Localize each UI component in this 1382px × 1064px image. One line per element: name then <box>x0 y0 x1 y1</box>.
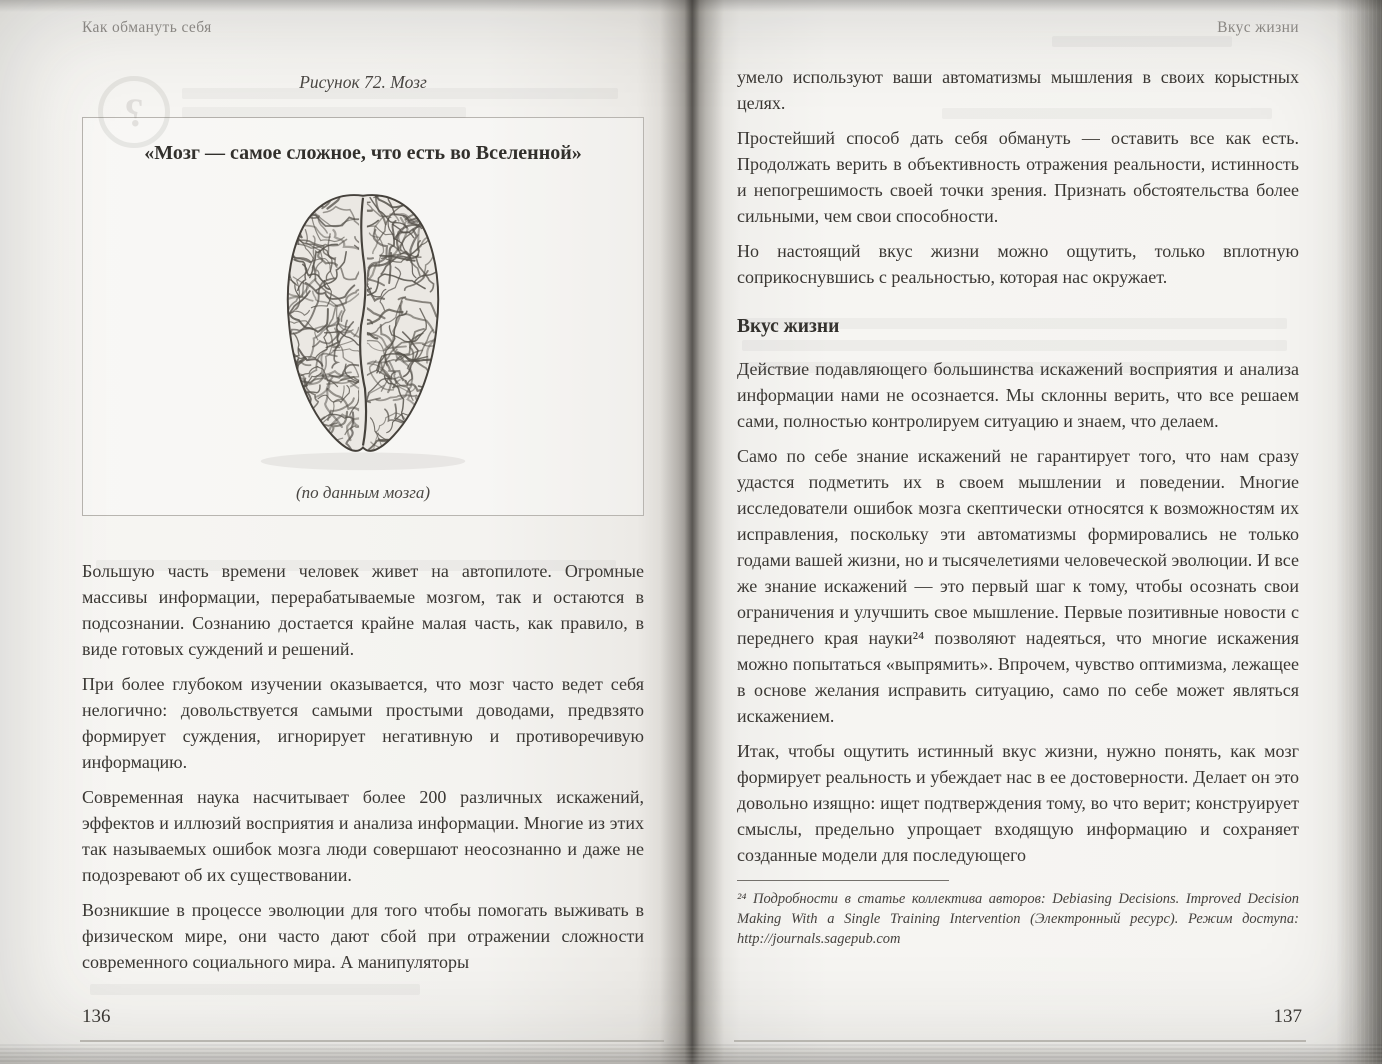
page-number-right: 137 <box>1273 1006 1302 1027</box>
paragraph: Действие подавляющего большинства искажений восприятия и анализа информации нами не осознается. Мы склонны верить, что все решаем сами, полностью контролируем ситуацию и знаем, что делаем. <box>737 359 1299 431</box>
paragraph: Итак, чтобы ощутить истинный вкус жизни, нужно понять, как мозг формирует реальность и убеждает нас в ее достоверности. Делает он это довольно изящно: ищет подтверждения тому, во что верит; конструирует смыслы, предельно упрощает входящую информацию и сохраняет созданные модели для последующего <box>737 741 1299 865</box>
left-page-content <box>82 18 644 984</box>
paragraph: При более глубоком изучении оказывается, что мозг часто ведет себя нелогично: довольствуется самыми простыми доводами, предвзято формирует суждения, игнорирует негативную и противоречивую информацию. <box>82 674 644 772</box>
right-page <box>692 0 1382 1064</box>
brain-illustration <box>240 182 486 477</box>
page-number-left: 136 <box>82 1006 111 1027</box>
paragraph: Само по себе знание искажений не гарантирует того, что нам сразу удастся подметить их в своем мышлении и поведении. Многие исследователи ошибок мозга скептически относятся к возможностям их исправления, поскольку эти автоматизмы формировались не только годами вашей жизни, но и тысячелетиями человеческой эволюции. И все же знание искажений — это первый шаг к тому, чтобы осознать свои ограничения и улучшить свое мышление. Первые позитивные новости с переднего края науки²⁴ позволяют надеяться, что многие искажения можно попытаться «выпрямить». Впрочем, чувство оптимизма, лежащее в основе желания исправить ситуацию, само по себе может являться искажением. <box>737 446 1299 726</box>
paragraph: Возникшие в процессе эволюции для того чтобы помогать выживать в физическом мире, они часто дают сбой при отражении сложности современного социального мира. А манипуляторы <box>82 900 644 972</box>
figure-subcaption: (по данным мозга) <box>295 483 431 502</box>
footnote-rule <box>737 880 949 881</box>
right-page-content <box>737 18 1299 949</box>
showthrough-question-icon: ? <box>98 76 170 148</box>
footer-rule <box>80 1040 664 1042</box>
showthrough-text-ghost <box>90 984 420 995</box>
paragraph: Современная наука насчитывает более 200 различных искажений, эффектов и иллюзий восприятия и анализа информации. Многие из этих так называемых ошибок мозга люди совершают неосознанно и даже не подозревают об их существовании. <box>82 787 644 885</box>
running-head-left: Как обмануть себя <box>82 19 212 36</box>
paragraph: Простейший способ дать себя обмануть — оставить все как есть. Продолжать верить в объективность отражения реальности, истинность и непогрешимость своей точки зрения. Признать обстоятельства более сильными, чем свои способности. <box>737 128 1299 226</box>
figure-caption: Рисунок 72. Мозг <box>299 72 427 92</box>
running-head-right: Вкус жизни <box>1217 19 1299 36</box>
footer-rule <box>734 1040 1306 1042</box>
paragraph: Но настоящий вкус жизни можно ощутить, только вплотную соприкоснувшись с реальностью, которая нас окружает. <box>737 241 1299 287</box>
figure-box <box>82 117 644 516</box>
figure-quote-title: «Мозг — самое сложное, что есть во Вселенной» <box>144 142 582 164</box>
section-heading: Вкус жизни <box>737 316 840 337</box>
paragraph: Большую часть времени человек живет на автопилоте. Огромные массивы информации, перерабатываемые мозгом, так и остаются в подсознании. Сознанию достается крайне малая часть, как правило, в виде готовых суждений и решений. <box>82 561 644 659</box>
footnote: ²⁴ Подробности в статье коллектива авторов: Debiasing Decisions. Improved Decision Making With a Single Training Intervention (Электронный ресурс). Режим доступа: http://journals.sagepub.com <box>737 891 1299 947</box>
paragraph: умело используют ваши автоматизмы мышления в своих корыстных целях. <box>737 67 1299 113</box>
